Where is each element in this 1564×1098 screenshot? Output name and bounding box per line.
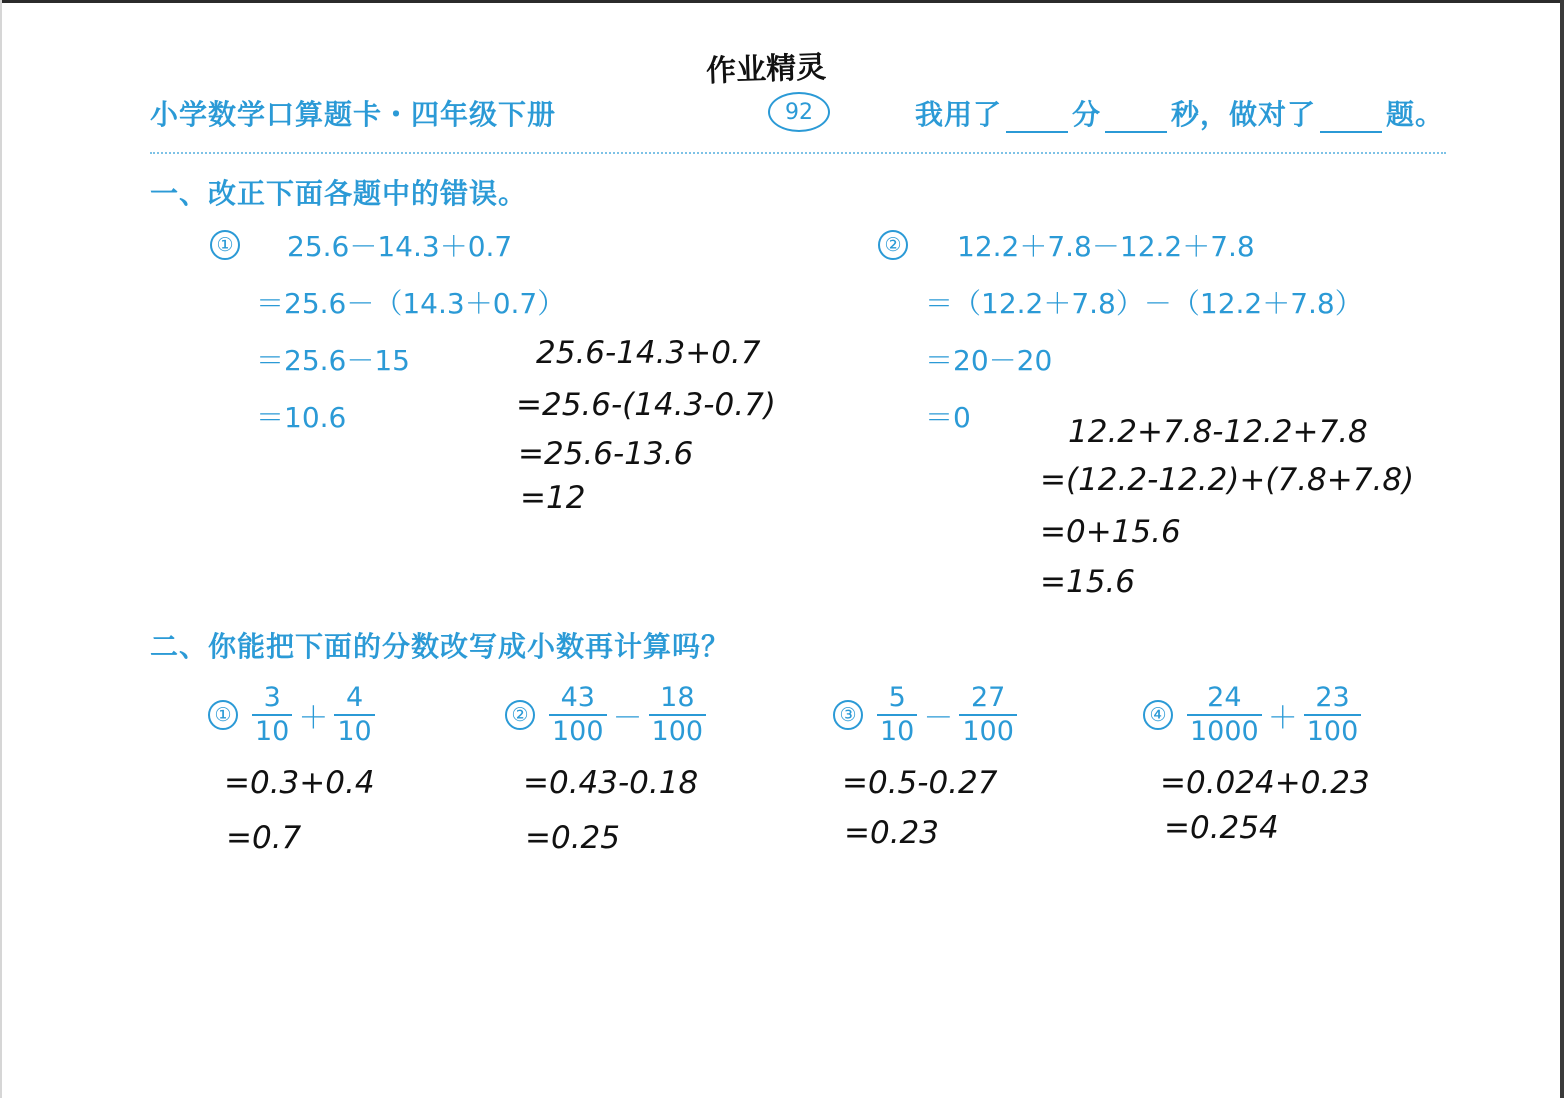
fraction-1a [252, 682, 292, 748]
problem1-marker: ① [210, 230, 240, 260]
fraction-1b-numerator: 4 [345, 682, 364, 713]
fraction-problem-3-marker: ③ [833, 700, 863, 730]
fraction-2a-denominator: 100 [552, 716, 604, 747]
problem1-line-2: ＝25.6－（14.3＋0.7） [256, 287, 566, 320]
seconds-blank [1105, 105, 1167, 133]
fraction-2-operator: － [612, 701, 643, 736]
fraction-4a-numerator: 24 [1207, 682, 1242, 713]
problem1-hw-line-4: =12 [520, 480, 586, 516]
fraction-2a-numerator: 43 [560, 682, 595, 713]
section2-title: 二、你能把下面的分数改写成小数再计算吗？ [150, 630, 731, 663]
fraction-2b-numerator: 18 [660, 682, 695, 713]
fraction-problem-2 [505, 682, 708, 748]
status-suffix: 题。 [1386, 98, 1445, 131]
scan-edge-left [0, 0, 2, 1098]
fraction-4-operator: ＋ [1267, 701, 1298, 736]
fraction-1a-denominator: 10 [255, 716, 290, 747]
problem1-line-4: ＝10.6 [256, 401, 347, 434]
fraction-3-operator: － [923, 701, 954, 736]
fraction-2b-denominator: 100 [651, 716, 704, 747]
page-number-badge: 92 [768, 92, 830, 132]
fraction-problem-2-work-2: =0.25 [525, 820, 620, 856]
fraction-1b-denominator: 10 [337, 716, 372, 747]
fraction-problem-4-marker: ④ [1143, 700, 1173, 730]
fraction-3a-denominator: 10 [880, 716, 915, 747]
minutes-blank [1006, 105, 1068, 133]
fraction-1-operator: ＋ [298, 701, 329, 736]
fraction-4a [1187, 682, 1262, 748]
fraction-4b [1304, 682, 1362, 748]
problem2-hw-line-4: =15.6 [1040, 564, 1135, 600]
problem1-line-1: 25.6－14.3＋0.7 [287, 230, 513, 263]
fraction-3a-numerator: 5 [888, 682, 906, 713]
problem1-hw-line-3: =25.6-13.6 [518, 436, 694, 472]
fraction-problem-3-work-2: =0.23 [844, 815, 939, 851]
fraction-problem-4-work-1: =0.024+0.23 [1160, 765, 1370, 801]
problem2-line-4: ＝0 [925, 401, 971, 434]
problem2-line-2: ＝（12.2＋7.8）－（12.2＋7.8） [925, 287, 1363, 320]
fraction-3b-denominator: 100 [962, 716, 1014, 747]
fraction-problem-3 [833, 682, 1019, 748]
fraction-4b-numerator: 23 [1315, 682, 1350, 713]
fraction-problem-2-marker: ② [505, 700, 535, 730]
fraction-problem-4-work-2: =0.254 [1164, 810, 1279, 846]
fraction-problem-3-work-1: =0.5-0.27 [842, 765, 998, 801]
fraction-3a [877, 682, 917, 748]
fraction-1a-numerator: 3 [263, 682, 281, 713]
fraction-problem-1 [208, 682, 377, 748]
scan-edge-top [0, 0, 1564, 3]
fraction-2b [649, 682, 707, 748]
fraction-1b [334, 682, 374, 748]
handwritten-stamp: 作业精灵 [705, 49, 827, 90]
section1-title: 一、改正下面各题中的错误。 [150, 177, 528, 210]
correct-count-blank [1320, 105, 1382, 133]
fraction-problem-1-work-1: =0.3+0.4 [224, 765, 375, 801]
problem2-hw-line-2: =(12.2-12.2)+(7.8+7.8) [1040, 462, 1415, 498]
problem2-line-1: 12.2＋7.8－12.2＋7.8 [957, 230, 1255, 263]
card-title: 小学数学口算题卡・四年级下册 [150, 98, 557, 131]
problem2-line-3: ＝20－20 [925, 344, 1053, 377]
fraction-problem-1-marker: ① [208, 700, 238, 730]
fraction-problem-1-work-2: =0.7 [226, 820, 302, 856]
fraction-3b-numerator: 27 [970, 682, 1006, 713]
scan-edge-right [1560, 0, 1564, 1098]
fraction-3b [959, 682, 1017, 748]
problem2-hw-line-1: 12.2+7.8-12.2+7.8 [1068, 414, 1368, 450]
status-prefix: 我用了 [915, 98, 1003, 131]
header-divider [150, 152, 1446, 154]
score-status-line [915, 93, 1444, 133]
problem2-marker: ② [878, 230, 908, 260]
status-sec-label: 秒，做对了 [1171, 98, 1317, 131]
problem1-line-3: ＝25.6－15 [256, 344, 410, 377]
fraction-4b-denominator: 100 [1306, 716, 1359, 747]
problem1-hw-line-1: 25.6-14.3+0.7 [536, 335, 761, 371]
fraction-2a [549, 682, 607, 748]
status-min-label: 分 [1072, 98, 1102, 131]
fraction-problem-2-work-1: =0.43-0.18 [523, 765, 699, 801]
fraction-problem-4 [1143, 682, 1363, 748]
fraction-4a-denominator: 1000 [1190, 716, 1259, 747]
problem2-hw-line-3: =0+15.6 [1040, 514, 1181, 550]
problem1-hw-line-2: =25.6-(14.3-0.7) [516, 387, 776, 423]
